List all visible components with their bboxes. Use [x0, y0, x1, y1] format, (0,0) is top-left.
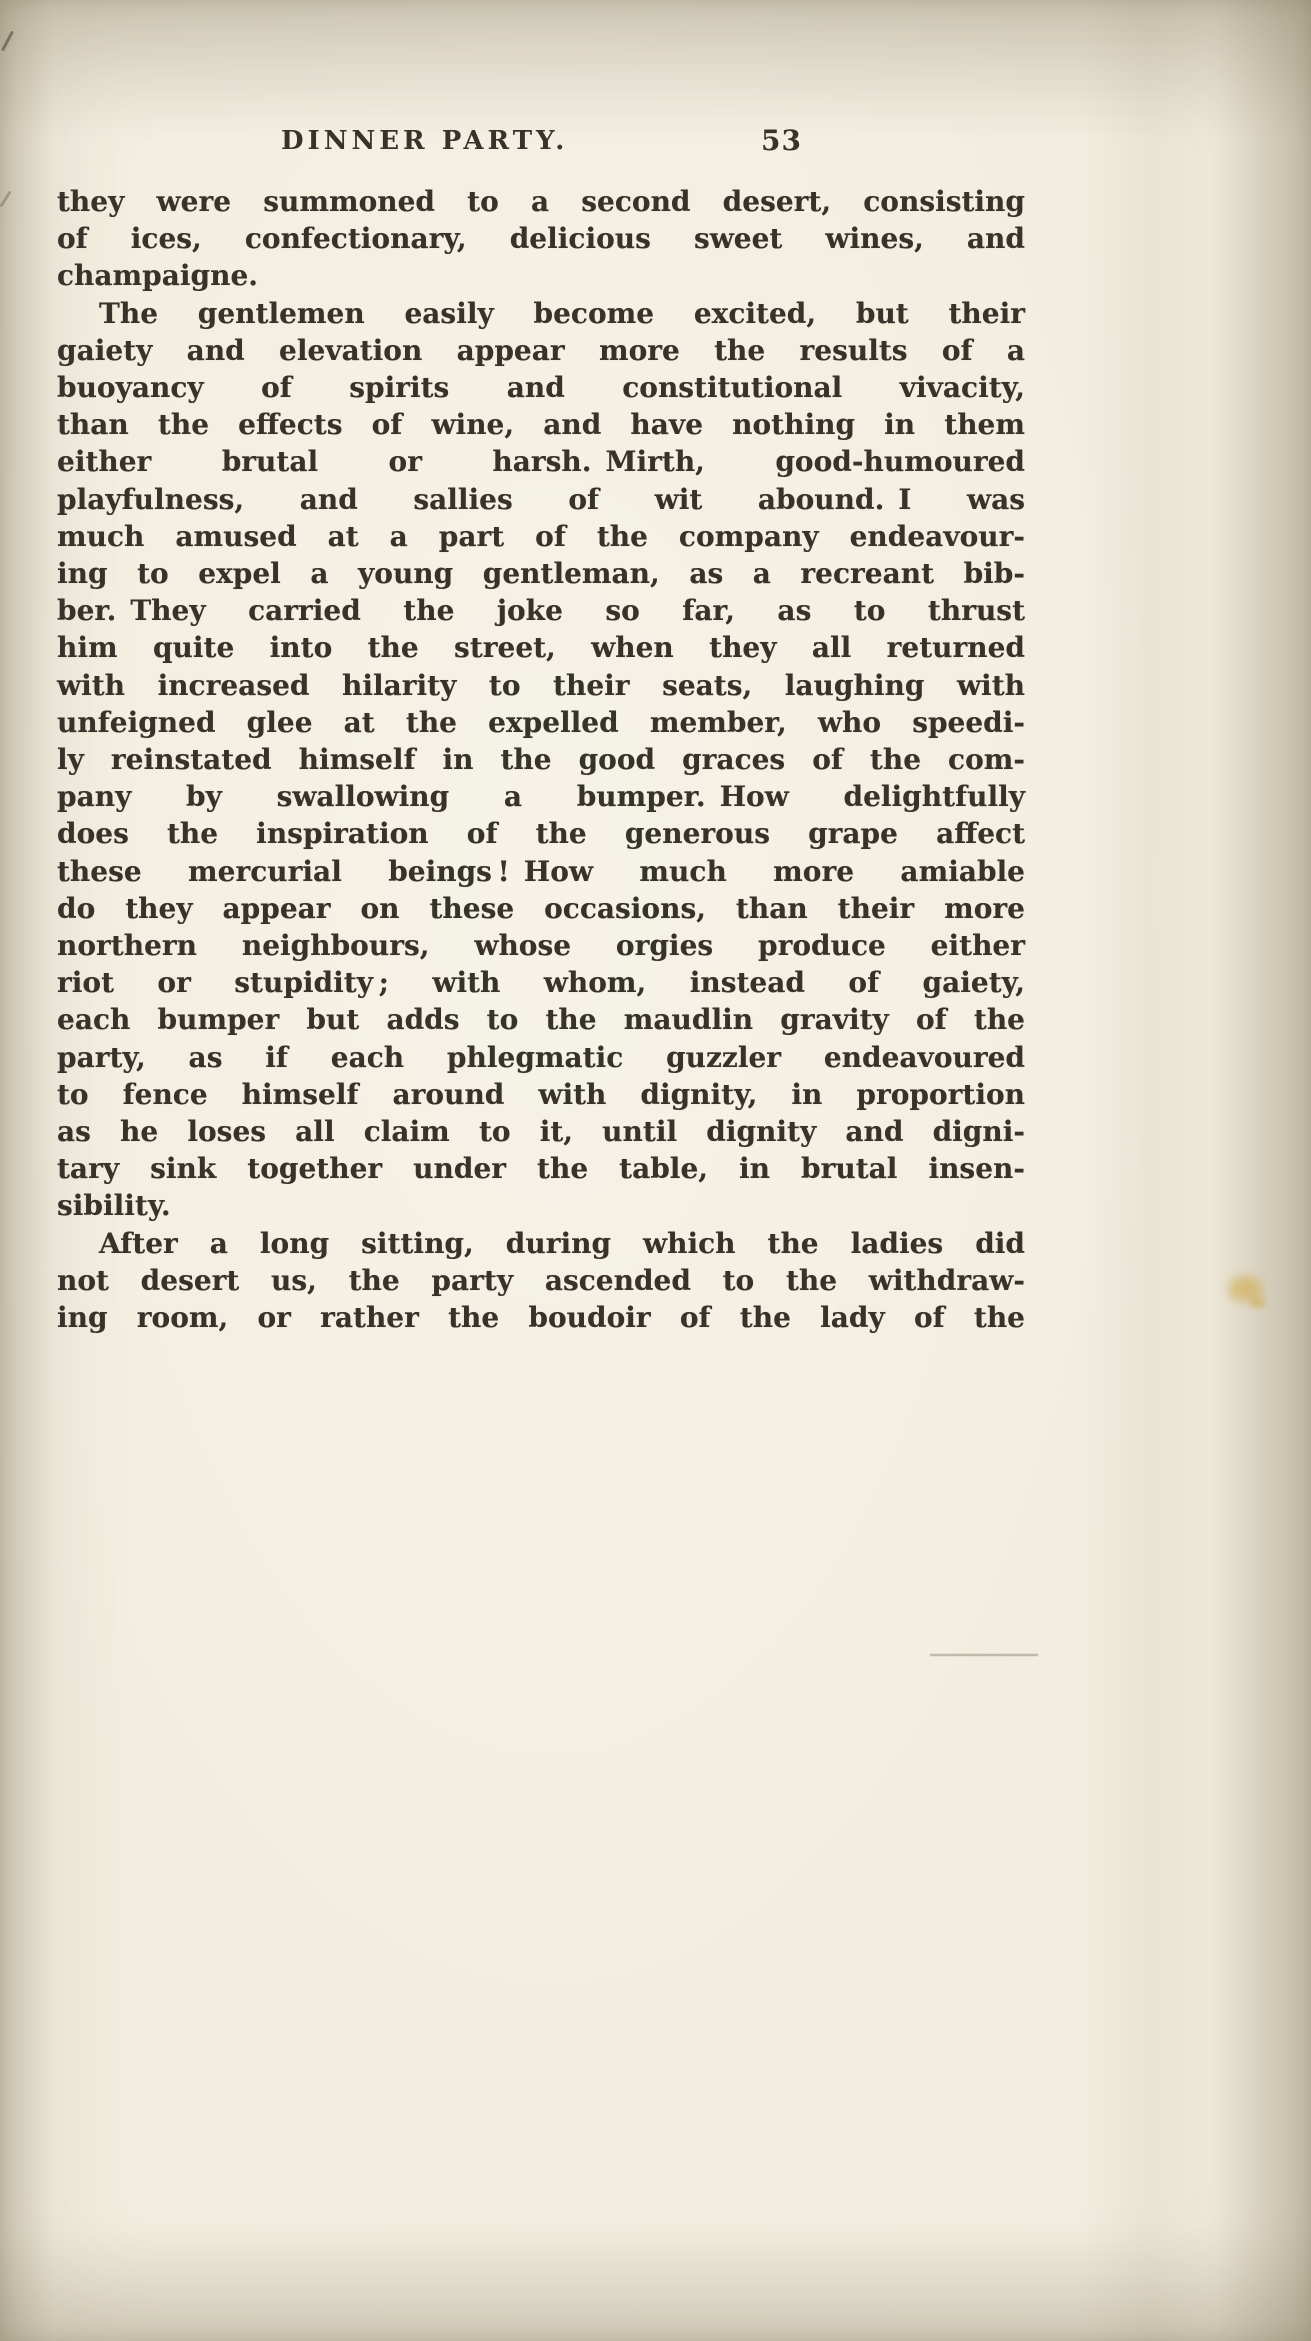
text-line: party, as if each phlegmatic guzzler endeavoured	[57, 1040, 1025, 1074]
text-line: ber. They carried the joke so far, as to thrust	[57, 594, 1025, 628]
text-line: with increased hilarity to their seats, laughing with	[57, 668, 1025, 702]
paragraph	[57, 295, 1025, 1225]
page-body	[57, 183, 1025, 1336]
text-line: After a long sitting, during which the ladies did	[99, 1226, 1025, 1260]
text-line: than the effects of wine, and have nothing in them	[57, 408, 1025, 442]
page-edge-shading	[1080, 0, 1311, 2341]
text-line: ing room, or rather the boudoir of the lady of the	[57, 1301, 1025, 1335]
text-line: either brutal or harsh. Mirth, good-humoured	[57, 445, 1025, 479]
scan-line-artifact	[930, 1654, 1038, 1656]
text-line: him quite into the street, when they all returned	[57, 631, 1025, 665]
text-line: champaigne.	[57, 259, 259, 293]
scan-margin-mark	[0, 191, 12, 208]
text-line: as he loses all claim to it, until dignity and digni-	[57, 1115, 1025, 1149]
text-line: tary sink together under the table, in brutal insen-	[57, 1152, 1025, 1186]
text-line: sibility.	[57, 1189, 171, 1223]
text-line: pany by swallowing a bumper. How delightfully	[57, 780, 1025, 814]
text-line: ing to expel a young gentleman, as a recreant bib-	[57, 557, 1025, 591]
text-line: playfulness, and sallies of wit abound. I was	[57, 482, 1025, 516]
text-line: ly reinstated himself in the good graces of the com-	[57, 743, 1025, 777]
page-number: 53	[761, 124, 802, 157]
text-line: do they appear on these occasions, than their more	[57, 891, 1025, 925]
page-header	[57, 126, 1025, 170]
scan-corner-mark	[1, 31, 14, 52]
text-line: does the inspiration of the generous grape affect	[57, 817, 1025, 851]
paragraph	[57, 1225, 1025, 1337]
text-line: The gentlemen easily become excited, but their	[99, 296, 1025, 330]
text-line: to fence himself around with dignity, in proportion	[57, 1077, 1025, 1111]
text-line: of ices, confectionary, delicious sweet wines, and	[57, 222, 1025, 256]
text-line: buoyancy of spirits and constitutional vivacity,	[57, 371, 1025, 405]
text-line: each bumper but adds to the maudlin gravity of the	[57, 1003, 1025, 1037]
text-line: northern neighbours, whose orgies produce either	[57, 929, 1025, 963]
text-line: much amused at a part of the company endeavour-	[57, 519, 1025, 553]
text-line: not desert us, the party ascended to the withdraw-	[57, 1263, 1025, 1297]
text-line: unfeigned glee at the expelled member, who speedi-	[57, 705, 1025, 739]
page-stain	[1228, 1276, 1262, 1302]
text-line: they were summoned to a second desert, consisting	[57, 185, 1025, 218]
text-line: gaiety and elevation appear more the results of a	[57, 333, 1025, 367]
text-line: riot or stupidity ; with whom, instead of gaiety,	[57, 966, 1025, 1000]
paragraph	[57, 183, 1025, 295]
text-line: these mercurial beings ! How much more amiable	[57, 854, 1025, 888]
page-stain-small	[1250, 1296, 1266, 1308]
running-title: DINNER PARTY.	[281, 126, 569, 156]
